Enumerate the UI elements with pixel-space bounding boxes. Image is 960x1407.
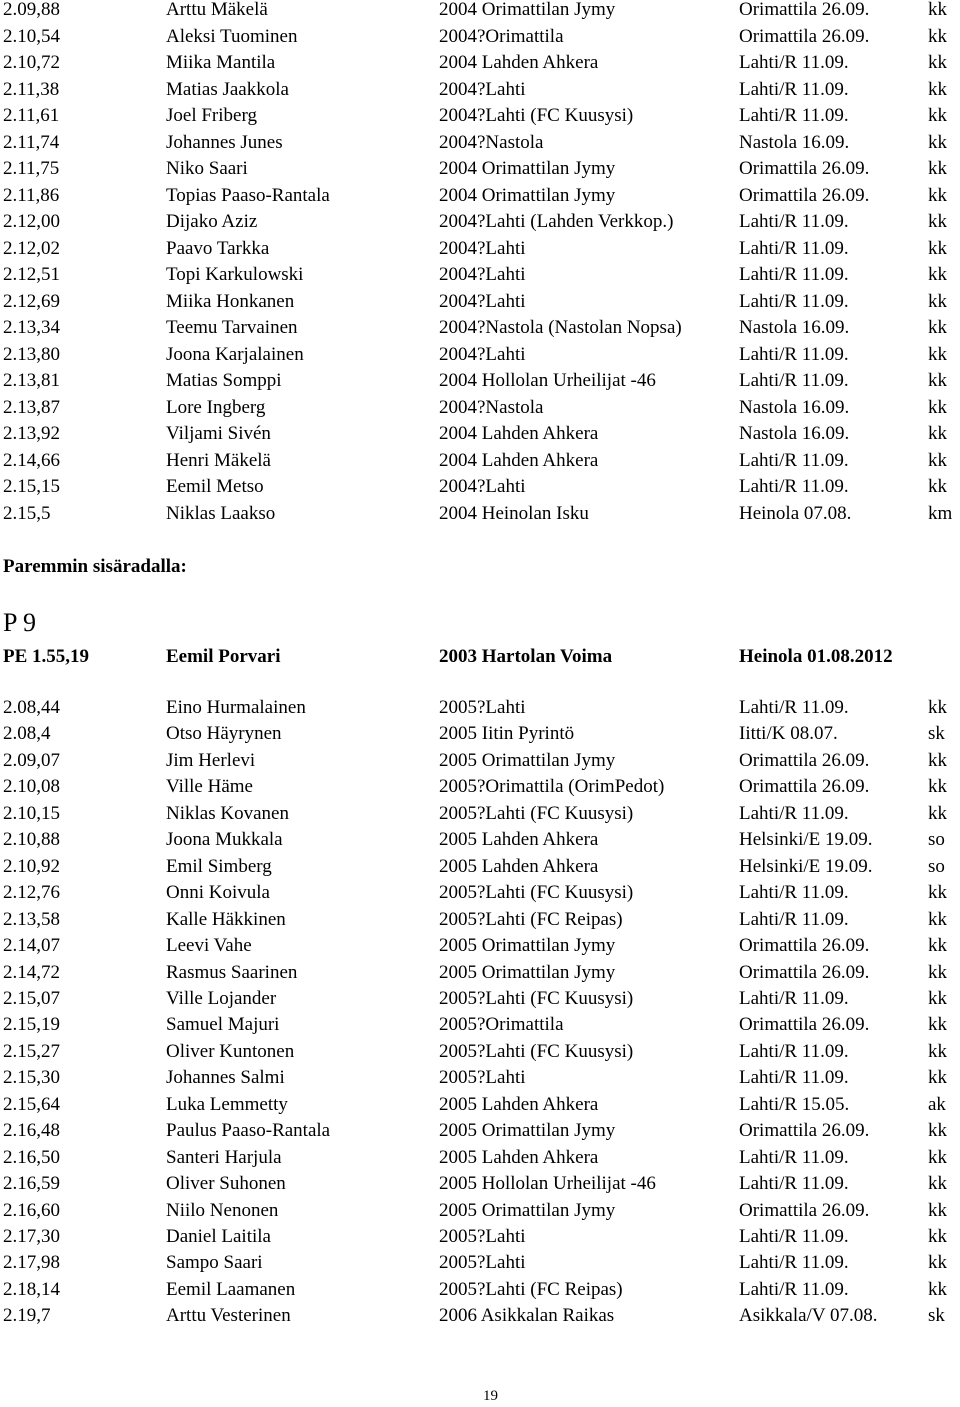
athlete-name: Teemu Tarvainen [166,317,298,338]
venue-date: Orimattila 26.09. [739,961,870,983]
athlete-name: Joona Mukkala [166,829,283,851]
result-time: 2.12,00 [3,211,60,232]
athlete-name: Ville Häme [166,776,253,798]
competition-code: kk [928,449,947,471]
result-time: 2.08,44 [3,697,60,718]
venue-date: Nastola 16.09. [739,423,850,444]
competition-code: kk [928,78,947,100]
venue-date: Lahti/R 15.05. [739,1093,850,1115]
birth-year-club: 2005?Lahti [439,1067,526,1089]
athlete-name: Paavo Tarkka [166,237,270,259]
result-time: 2.08,4 [3,723,51,745]
result-row [0,1224,960,1250]
athlete-name: Henri Mäkelä [166,449,271,471]
venue-date: Orimattila 26.09. [739,749,870,771]
competition-code: kk [928,987,947,1009]
result-row [0,933,960,959]
result-time: 2.09,88 [3,0,60,20]
result-row [0,1039,960,1065]
athlete-name: Topias Paaso-Rantala [166,184,330,206]
birth-year-club: 2004 Heinolan Isku [439,502,589,524]
birth-year-club: 2005 Lahden Ahkera [439,1093,599,1115]
result-row [0,1303,960,1329]
result-row [0,395,960,421]
competition-code: kk [928,184,947,206]
competition-code: kk [928,423,947,444]
result-row [0,1250,960,1276]
result-time: 2.10,54 [3,25,60,47]
birth-year-club: 2004?Lahti [439,264,526,285]
record-row [0,644,960,670]
athlete-name: Joel Friberg [166,105,257,126]
result-time: 2.13,80 [3,343,60,365]
venue-date: Lahti/R 11.09. [739,908,849,930]
venue-date: Orimattila 26.09. [739,158,870,179]
venue-date: Lahti/R 11.09. [739,476,849,497]
result-time: 2.16,60 [3,1199,60,1221]
result-time: 2.12,76 [3,882,60,904]
birth-year-club: 2004 Lahden Ahkera [439,449,599,471]
athlete-name: Kalle Häkkinen [166,908,286,930]
competition-code: kk [928,1199,947,1221]
venue-date: Orimattila 26.09. [739,25,870,47]
result-row [0,50,960,76]
competition-code: so [928,829,945,851]
result-row [0,421,960,447]
competition-code: kk [928,697,947,718]
birth-year-club: 2005?Lahti (FC Reipas) [439,1278,623,1300]
athlete-name: Luka Lemmetty [166,1093,288,1115]
athlete-name: Onni Koivula [166,882,270,904]
result-row [0,801,960,827]
venue-date: Helsinki/E 19.09. [739,829,873,851]
result-row [0,289,960,315]
venue-date: Lahti/R 11.09. [739,697,849,718]
competition-code: kk [928,52,947,73]
result-time: 2.15,19 [3,1014,60,1036]
birth-year-club: 2004?Nastola [439,396,544,418]
result-row [0,501,960,527]
competition-code: kk [928,749,947,771]
venue-date: Orimattila 26.09. [739,1199,870,1221]
result-time: 2.12,69 [3,290,60,312]
result-row [0,183,960,209]
athlete-name: Matias Somppi [166,370,282,391]
competition-code: kk [928,1014,947,1036]
athlete-name: Jim Herlevi [166,749,256,771]
result-row [0,774,960,800]
venue-date: Lahti/R 11.09. [739,1040,849,1062]
competition-code: kk [928,317,947,338]
birth-year-club: 2005?Lahti (FC Kuusysi) [439,1040,634,1062]
competition-code: kk [928,237,947,259]
birth-year-club: 2005 Lahden Ahkera [439,855,599,877]
result-row [0,1277,960,1303]
venue-date: Lahti/R 11.09. [739,105,849,126]
birth-year-club: 2004?Nastola [439,131,544,153]
competition-code: sk [928,1305,945,1327]
birth-year-club: 2004?Lahti [439,237,526,259]
result-time: 2.10,88 [3,829,60,851]
result-time: 2.13,92 [3,423,60,444]
result-row [0,1198,960,1224]
venue-date: Lahti/R 11.09. [739,264,849,285]
result-row [0,986,960,1012]
result-time: 2.11,86 [3,184,60,206]
birth-year-club: 2005?Lahti [439,1252,526,1274]
result-row [0,827,960,853]
competition-code: kk [928,908,947,930]
competition-code: kk [928,1067,947,1089]
athlete-name: Daniel Laitila [166,1226,271,1247]
athlete-name: Emil Simberg [166,855,272,877]
athlete-name: Eemil Metso [166,476,264,497]
birth-year-club: 2004?Lahti [439,476,526,497]
venue-date: Lahti/R 11.09. [739,1278,849,1300]
venue-date: Lahti/R 11.09. [739,1173,849,1195]
result-row [0,103,960,129]
athlete-name: Ville Lojander [166,987,277,1009]
result-time: 2.13,81 [3,370,60,391]
athlete-name: Niko Saari [166,158,248,179]
birth-year-club: 2004?Lahti (Lahden Verkkop.) [439,211,674,232]
birth-year-club: 2004?Lahti [439,78,526,100]
athlete-name: Niklas Laakso [166,502,276,524]
birth-year-club: 2004?Lahti [439,290,526,312]
result-time: 2.13,87 [3,396,60,418]
result-time: 2.15,15 [3,476,60,497]
result-time: 2.14,07 [3,935,60,957]
result-row [0,156,960,182]
competition-code: kk [928,935,947,957]
athlete-name: Niilo Nenonen [166,1199,279,1221]
result-time: 2.15,07 [3,987,60,1009]
result-row [0,24,960,50]
competition-code: kk [928,25,947,47]
competition-code: kk [928,961,947,983]
result-time: 2.12,02 [3,237,60,259]
result-time: 2.10,92 [3,855,60,877]
result-row [0,1118,960,1144]
venue-date: Lahti/R 11.09. [739,290,849,312]
birth-year-club: 2004 Orimattilan Jymy [439,0,616,20]
result-row [0,695,960,721]
venue-date: Orimattila 26.09. [739,1014,870,1036]
result-time: 2.12,51 [3,264,60,285]
birth-year-club: 2005?Orimattila (OrimPedot) [439,776,665,798]
result-row [0,448,960,474]
birth-year-club: 2005?Lahti (FC Kuusysi) [439,882,634,904]
result-time: 2.11,75 [3,158,60,179]
result-row [0,960,960,986]
birth-year-club: 2004?Nastola (Nastolan Nopsa) [439,317,682,338]
birth-year-club: 2005 Orimattilan Jymy [439,1199,616,1221]
venue-date: Lahti/R 11.09. [739,449,849,471]
result-time: 2.14,72 [3,961,60,983]
record-venue: Heinola 01.08.2012 [739,646,893,667]
venue-date: Lahti/R 11.09. [739,237,849,259]
competition-code: kk [928,1252,947,1274]
result-row [0,748,960,774]
birth-year-club: 2005 Orimattilan Jymy [439,1120,616,1142]
venue-date: Nastola 16.09. [739,396,850,418]
result-time: 2.15,5 [3,502,51,524]
result-time: 2.10,08 [3,776,60,798]
result-time: 2.14,66 [3,449,60,471]
result-time: 2.16,59 [3,1173,60,1195]
result-time: 2.09,07 [3,749,60,771]
result-time: 2.19,7 [3,1305,51,1327]
result-time: 2.16,48 [3,1120,60,1142]
birth-year-club: 2005?Lahti (FC Reipas) [439,908,623,930]
competition-code: ak [928,1093,946,1115]
athlete-name: Topi Karkulowski [166,264,304,285]
venue-date: Lahti/R 11.09. [739,343,849,365]
result-time: 2.17,98 [3,1252,60,1274]
venue-date: Orimattila 26.09. [739,0,870,20]
athlete-name: Rasmus Saarinen [166,961,298,983]
result-row [0,236,960,262]
athlete-name: Aleksi Tuominen [166,25,298,47]
venue-date: Lahti/R 11.09. [739,987,849,1009]
venue-date: Orimattila 26.09. [739,184,870,206]
venue-date: Orimattila 26.09. [739,776,870,798]
record-time: PE 1.55,19 [3,646,90,667]
result-time: 2.10,72 [3,52,60,73]
competition-code: kk [928,158,947,179]
birth-year-club: 2005 Orimattilan Jymy [439,749,616,771]
venue-date: Lahti/R 11.09. [739,370,849,391]
competition-code: kk [928,476,947,497]
group-title: P 9 [3,608,36,637]
result-row [0,1171,960,1197]
birth-year-club: 2006 Asikkalan Raikas [439,1305,615,1327]
birth-year-club: 2005?Lahti [439,697,526,718]
result-row [0,209,960,235]
birth-year-club: 2005?Lahti (FC Kuusysi) [439,802,634,824]
birth-year-club: 2005?Lahti (FC Kuusysi) [439,987,634,1009]
result-row [0,368,960,394]
birth-year-club: 2004 Lahden Ahkera [439,52,599,73]
competition-code: km [928,502,953,524]
competition-code: sk [928,723,945,745]
result-row [0,721,960,747]
birth-year-club: 2005 Orimattilan Jymy [439,961,616,983]
competition-code: kk [928,802,947,824]
competition-code: kk [928,1146,947,1168]
athlete-name: Niklas Kovanen [166,802,289,824]
athlete-name: Eemil Laamanen [166,1278,296,1300]
result-time: 2.17,30 [3,1226,60,1247]
birth-year-club: 2004?Lahti (FC Kuusysi) [439,105,634,126]
result-time: 2.11,61 [3,105,60,126]
competition-code: kk [928,343,947,365]
athlete-name: Lore Ingberg [166,396,266,418]
result-row [0,474,960,500]
birth-year-club: 2004?Lahti [439,343,526,365]
competition-code: kk [928,776,947,798]
page-number: 19 [483,1388,498,1404]
result-row [0,0,960,23]
athlete-name: Samuel Majuri [166,1014,280,1036]
athlete-name: Sampo Saari [166,1252,263,1274]
venue-date: Heinola 07.08. [739,502,852,524]
competition-code: so [928,855,945,877]
competition-code: kk [928,370,947,391]
competition-code: kk [928,1040,947,1062]
birth-year-club: 2005?Orimattila [439,1014,564,1036]
birth-year-club: 2005 Lahden Ahkera [439,1146,599,1168]
athlete-name: Miika Mantila [166,52,276,73]
venue-date: Lahti/R 11.09. [739,1226,849,1247]
result-row [0,1092,960,1118]
result-row [0,342,960,368]
result-row [0,262,960,288]
result-row [0,907,960,933]
result-time: 2.13,58 [3,908,60,930]
athlete-name: Leevi Vahe [166,935,252,957]
result-row [0,315,960,341]
athlete-name: Oliver Suhonen [166,1173,286,1195]
competition-code: kk [928,1173,947,1195]
athlete-name: Joona Karjalainen [166,343,304,365]
result-row [0,1145,960,1171]
venue-date: Asikkala/V 07.08. [739,1305,878,1327]
competition-code: kk [928,105,947,126]
birth-year-club: 2004 Orimattilan Jymy [439,184,616,206]
birth-year-club: 2005 Iitin Pyrintö [439,723,575,745]
venue-date: Lahti/R 11.09. [739,1067,849,1089]
venue-date: Lahti/R 11.09. [739,211,849,232]
record-club: 2003 Hartolan Voima [439,646,613,667]
athlete-name: Johannes Junes [166,131,283,153]
result-row [0,1012,960,1038]
venue-date: Helsinki/E 19.09. [739,855,873,877]
competition-code: kk [928,882,947,904]
venue-date: Lahti/R 11.09. [739,52,849,73]
competition-code: kk [928,1278,947,1300]
athlete-name: Dijako Aziz [166,211,258,232]
birth-year-club: 2004 Orimattilan Jymy [439,158,616,179]
birth-year-club: 2005?Lahti [439,1226,526,1247]
result-time: 2.18,14 [3,1278,60,1300]
record-name: Eemil Porvari [166,646,281,667]
result-time: 2.16,50 [3,1146,60,1168]
athlete-name: Arttu Vesterinen [166,1305,291,1327]
athlete-name: Viljami Sivén [166,423,271,444]
athlete-name: Matias Jaakkola [166,78,289,100]
athlete-name: Miika Honkanen [166,290,295,312]
result-time: 2.10,15 [3,802,60,824]
competition-code: kk [928,211,947,232]
result-row [0,854,960,880]
result-time: 2.15,27 [3,1040,60,1062]
athlete-name: Johannes Salmi [166,1067,285,1089]
result-time: 2.15,30 [3,1067,60,1089]
competition-code: kk [928,1226,947,1247]
result-row [0,1065,960,1091]
venue-date: Nastola 16.09. [739,317,850,338]
athlete-name: Oliver Kuntonen [166,1040,295,1062]
athlete-name: Otso Häyrynen [166,723,282,745]
venue-date: Orimattila 26.09. [739,1120,870,1142]
competition-code: kk [928,396,947,418]
competition-code: kk [928,0,947,20]
athlete-name: Paulus Paaso-Rantala [166,1120,331,1142]
birth-year-club: 2005 Orimattilan Jymy [439,935,616,957]
birth-year-club: 2005 Lahden Ahkera [439,829,599,851]
competition-code: kk [928,131,947,153]
result-row [0,880,960,906]
birth-year-club: 2004 Hollolan Urheilijat -46 [439,370,656,391]
venue-date: Lahti/R 11.09. [739,1146,849,1168]
result-row [0,77,960,103]
venue-date: Iitti/K 08.07. [739,723,838,745]
venue-date: Nastola 16.09. [739,131,850,153]
athlete-name: Eino Hurmalainen [166,697,306,718]
result-time: 2.11,38 [3,78,60,100]
result-time: 2.15,64 [3,1093,60,1115]
result-time: 2.11,74 [3,131,60,153]
venue-date: Lahti/R 11.09. [739,1252,849,1274]
competition-code: kk [928,1120,947,1142]
birth-year-club: 2004?Orimattila [439,25,564,47]
venue-date: Lahti/R 11.09. [739,882,849,904]
venue-date: Lahti/R 11.09. [739,78,849,100]
birth-year-club: 2004 Lahden Ahkera [439,423,599,444]
competition-code: kk [928,264,947,285]
athlete-name: Santeri Harjula [166,1146,282,1168]
athlete-name: Arttu Mäkelä [166,0,268,20]
venue-date: Lahti/R 11.09. [739,802,849,824]
venue-date: Orimattila 26.09. [739,935,870,957]
result-row [0,130,960,156]
result-time: 2.13,34 [3,317,60,338]
indoor-heading: Paremmin sisäradalla: [3,556,187,577]
birth-year-club: 2005 Hollolan Urheilijat -46 [439,1173,656,1195]
competition-code: kk [928,290,947,312]
